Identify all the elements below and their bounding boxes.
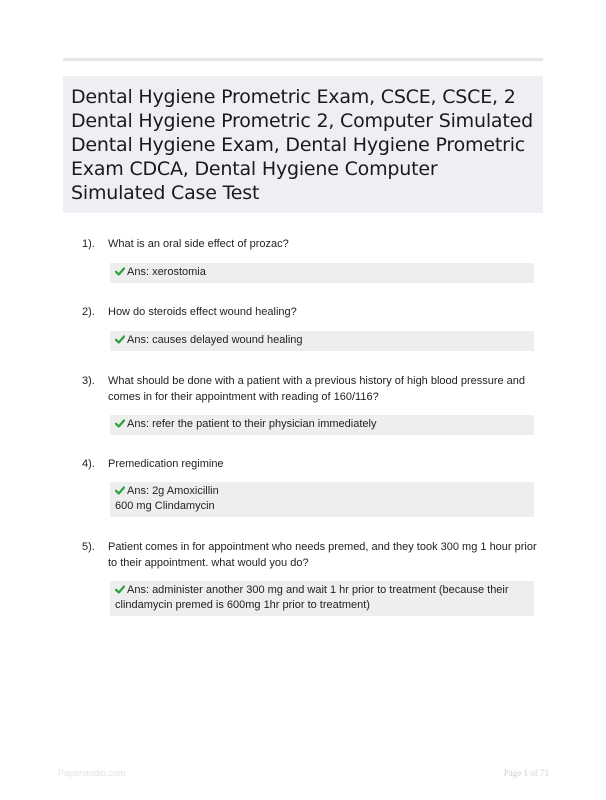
check-icon bbox=[115, 419, 125, 428]
question-number: 5). bbox=[82, 541, 95, 553]
question-text: What should be done with a patient with a previous history of high blood pressure and comes in for their appointment with reading of 160/116? bbox=[108, 375, 526, 403]
question-text: How do steroids effect wound healing? bbox=[108, 306, 297, 318]
question-item-1 bbox=[82, 236, 542, 304]
answer-text: Ans: 2g Amoxicillin bbox=[127, 485, 219, 497]
question-text: What is an oral side effect of prozac? bbox=[108, 238, 289, 250]
page-title: Dental Hygiene Prometric Exam, CSCE, CSCE, 2 Dental Hygiene Prometric 2, Computer Simulated Dental Hygiene Exam, Dental Hygiene Prometric Exam CDCA, Dental Hygiene Computer Simulated Case Test bbox=[71, 86, 533, 204]
answer-text: Ans: refer the patient to their physician immediately bbox=[127, 418, 377, 430]
answer-box bbox=[110, 482, 534, 517]
check-icon bbox=[115, 267, 125, 276]
question-number: 4). bbox=[82, 458, 95, 470]
check-icon bbox=[115, 585, 125, 594]
question-item-4 bbox=[82, 456, 542, 539]
question-item-5 bbox=[82, 539, 542, 616]
question-number: 1). bbox=[82, 238, 95, 250]
answer-box bbox=[110, 263, 534, 283]
answer-box bbox=[110, 415, 534, 435]
answer-text: Ans: administer another 300 mg and wait 1 hr prior to treatment (because their clindamycin premed is 600mg 1hr prior to treatment) bbox=[115, 584, 509, 611]
question-item-2 bbox=[82, 304, 542, 373]
question-item-3 bbox=[82, 373, 542, 456]
answer-box bbox=[110, 331, 534, 351]
question-list bbox=[82, 236, 542, 616]
answer-text: Ans: xerostomia bbox=[127, 266, 206, 278]
question-text: Patient comes in for appointment who needs premed, and they took 300 mg 1 hour prior to their appointment. what would you do? bbox=[108, 541, 537, 569]
answer-text-line-2: 600 mg Clindamycin bbox=[115, 500, 215, 512]
check-icon bbox=[115, 486, 125, 495]
footer-watermark: Paperstudio.com bbox=[58, 768, 126, 778]
check-icon bbox=[115, 335, 125, 344]
question-text: Premedication regimine bbox=[108, 458, 224, 470]
title-banner bbox=[63, 76, 543, 213]
answer-text: Ans: causes delayed wound healing bbox=[127, 334, 303, 346]
question-number: 3). bbox=[82, 375, 95, 387]
top-divider bbox=[63, 58, 543, 61]
answer-box bbox=[110, 581, 534, 616]
question-number: 2). bbox=[82, 306, 95, 318]
page-number: Page 1 of 71 bbox=[503, 768, 549, 778]
